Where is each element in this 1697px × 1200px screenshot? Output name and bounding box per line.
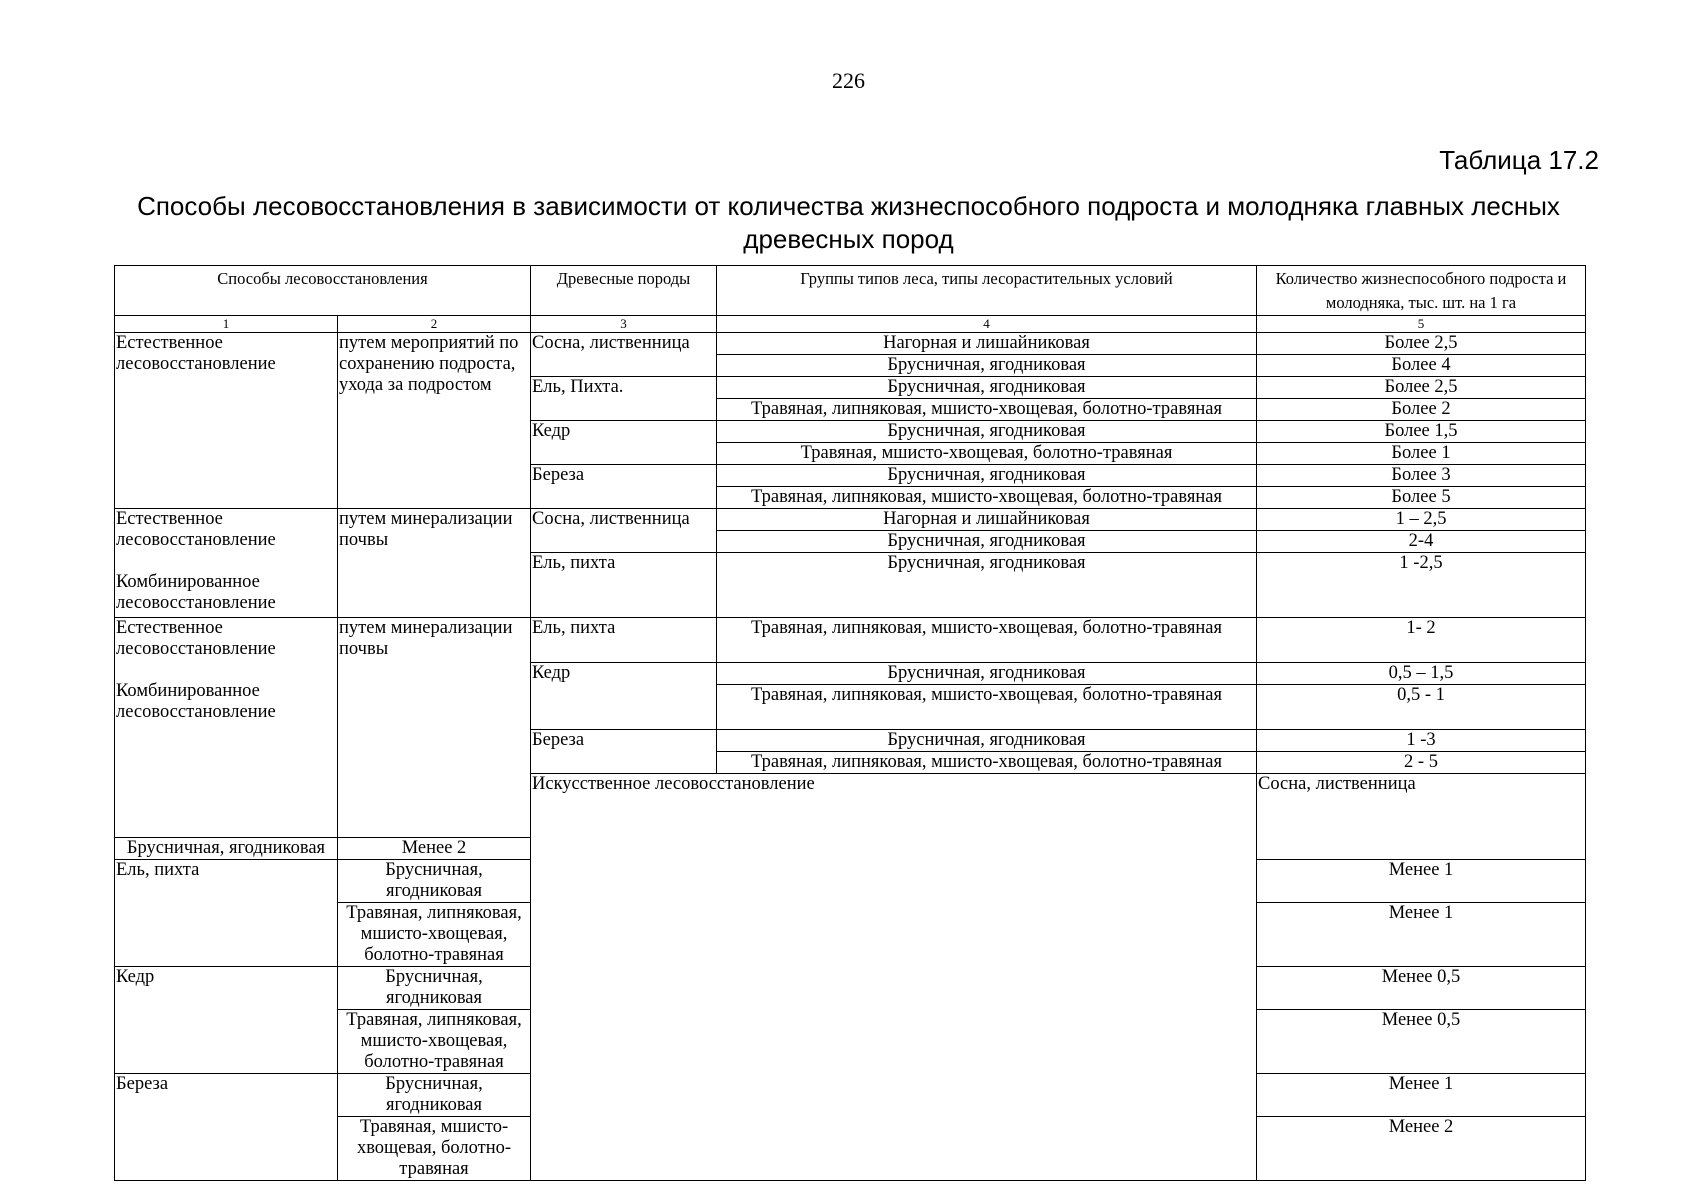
table-header-row [115,266,1586,316]
quantity-cell: Более 5 [1257,487,1586,509]
species-cell: Ель, пихта [531,553,717,618]
quantity-cell: 1 -3 [1257,730,1586,752]
forest-type-cell: Травяная, липняковая, мшисто-хвощевая, болотно-травяная [338,903,531,967]
species-cell: Ель, Пихта. [531,377,717,421]
quantity-cell: Более 4 [1257,355,1586,377]
forest-type-cell: Брусничная, ягодниковая [115,838,338,860]
forest-type-cell: Брусничная, ягодниковая [717,663,1257,685]
page-title: Способы лесовосстановления в зависимости от количества жизнеспособного подроста и молодняка главных лесных древесных пород [137,191,1560,254]
forest-type-cell: Брусничная, ягодниковая [338,967,531,1010]
table-row [115,509,1586,531]
species-cell: Береза [115,1074,338,1181]
species-cell: Кедр [531,421,717,465]
forest-type-cell: Травяная, липняковая, мшисто-хвощевая, болотно-травяная [717,618,1257,663]
quantity-cell: 2 - 5 [1257,752,1586,774]
forest-type-cell: Травяная, липняковая, мшисто-хвощевая, болотно-травяная [338,1010,531,1074]
method-cell [115,618,338,838]
method-cell [115,509,338,618]
quantity-cell: Менее 0,5 [1257,967,1586,1010]
forest-type-cell: Брусничная, ягодниковая [717,553,1257,618]
column-number: 4 [717,316,1257,333]
quantity-cell: 1- 2 [1257,618,1586,663]
quantity-cell: Более 1,5 [1257,421,1586,443]
quantity-cell: 2-4 [1257,531,1586,553]
forest-type-cell: Брусничная, ягодниковая [717,531,1257,553]
quantity-cell: Менее 0,5 [1257,1010,1586,1074]
column-number: 1 [115,316,338,333]
quantity-cell: Менее 1 [1257,860,1586,903]
forest-type-cell: Травяная, липняковая, мшисто-хвощевая, болотно-травяная [717,487,1257,509]
quantity-cell: Менее 1 [1257,1074,1586,1117]
header-quantity: Количество жизнеспособного подроста и молодняка, тыс. шт. на 1 га [1257,266,1586,316]
forest-type-cell: Травяная, липняковая, мшисто-хвощевая, болотно-травяная [717,399,1257,421]
species-cell: Береза [531,730,717,774]
method-cell: Искусственное лесовосстановление [531,774,1257,1181]
method-text-2: Комбинированное лесовосстановление [116,681,276,722]
forest-restoration-table [114,265,1586,1181]
species-cell: Сосна, лиственница [1257,774,1586,860]
quantity-cell: Менее 2 [1257,1117,1586,1181]
column-number: 2 [338,316,531,333]
method-text: Естественное лесовосстановление [116,618,276,659]
species-cell: Кедр [531,663,717,730]
quantity-cell: Более 1 [1257,443,1586,465]
species-cell: Ель, пихта [531,618,717,663]
column-number: 5 [1257,316,1586,333]
forest-type-cell: Брусничная, ягодниковая [717,730,1257,752]
species-cell: Ель, пихта [115,860,338,967]
column-number: 3 [531,316,717,333]
forest-type-cell: Брусничная, ягодниковая [338,1074,531,1117]
forest-type-cell: Травяная, мшисто-хвощевая, болотно-травяная [338,1117,531,1181]
page-number: 226 [832,68,865,93]
forest-type-cell: Травяная, липняковая, мшисто-хвощевая, болотно-травяная [717,685,1257,730]
way-cell: путем мероприятий по сохранению подроста, ухода за подростом [338,333,531,509]
quantity-cell: Более 2 [1257,399,1586,421]
quantity-cell: 1 – 2,5 [1257,509,1586,531]
method-cell: Естественное лесовосстановление [115,333,338,509]
forest-type-cell: Брусничная, ягодниковая [717,377,1257,399]
method-text: Естественное лесовосстановление [116,509,276,550]
forest-type-cell: Травяная, мшисто-хвощевая, болотно-травяная [717,443,1257,465]
species-cell: Береза [531,465,717,509]
forest-type-cell: Нагорная и лишайниковая [717,509,1257,531]
quantity-cell: Менее 2 [338,838,531,860]
quantity-cell: Более 2,5 [1257,333,1586,355]
quantity-cell: Менее 1 [1257,903,1586,967]
way-cell: путем минерализации почвы [338,618,531,838]
species-cell: Кедр [115,967,338,1074]
forest-type-cell: Брусничная, ягодниковая [717,465,1257,487]
quantity-cell: Более 3 [1257,465,1586,487]
table-row [115,618,1586,663]
forest-type-cell: Травяная, липняковая, мшисто-хвощевая, болотно-травяная [717,752,1257,774]
forest-type-cell: Брусничная, ягодниковая [717,355,1257,377]
column-number-row [115,316,1586,333]
method-text-2: Комбинированное лесовосстановление [116,572,276,613]
header-species: Древесные породы [531,266,717,316]
quantity-cell: 0,5 – 1,5 [1257,663,1586,685]
table-label: Таблица 17.2 [1439,145,1599,175]
quantity-cell: 0,5 - 1 [1257,685,1586,730]
species-cell: Сосна, лиственница [531,333,717,377]
forest-type-cell: Брусничная, ягодниковая [338,860,531,903]
species-cell: Сосна, лиственница [531,509,717,553]
quantity-cell: Более 2,5 [1257,377,1586,399]
way-cell: путем минерализации почвы [338,509,531,618]
quantity-cell: 1 -2,5 [1257,553,1586,618]
forest-type-cell: Брусничная, ягодниковая [717,421,1257,443]
header-methods: Способы лесовосстановления [115,266,531,316]
table-row [115,333,1586,355]
header-forest-types: Группы типов леса, типы лесорастительных условий [717,266,1257,316]
forest-type-cell: Нагорная и лишайниковая [717,333,1257,355]
